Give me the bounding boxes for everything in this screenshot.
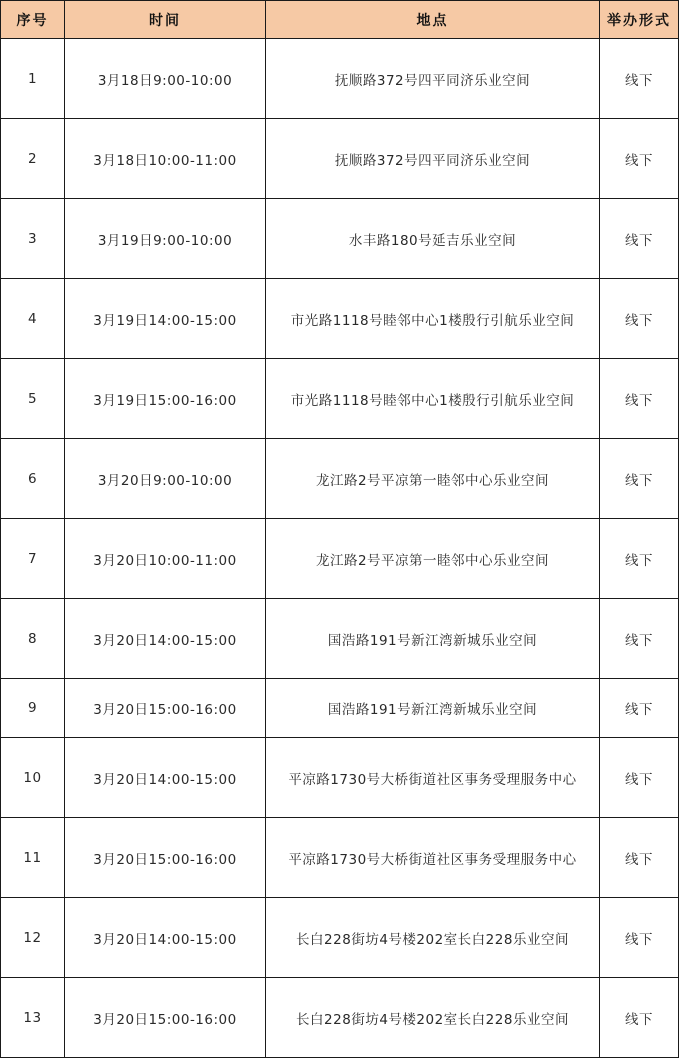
cell-place: 水丰路180号延吉乐业空间 [266,199,600,279]
header-no: 序号 [1,1,65,39]
cell-place: 市光路1118号睦邻中心1楼殷行引航乐业空间 [266,359,600,439]
cell-mode: 线下 [600,39,679,119]
table-body [1,39,679,1058]
cell-time: 3月20日10:00-11:00 [65,519,266,599]
table-row [1,599,679,679]
cell-no: 5 [1,359,65,439]
cell-place: 平凉路1730号大桥街道社区事务受理服务中心 [266,738,600,818]
cell-time: 3月20日14:00-15:00 [65,599,266,679]
table-row [1,738,679,818]
cell-no: 12 [1,898,65,978]
cell-no: 7 [1,519,65,599]
cell-mode: 线下 [600,679,679,738]
cell-time: 3月20日15:00-16:00 [65,978,266,1058]
cell-mode: 线下 [600,738,679,818]
table-row [1,199,679,279]
table-row [1,679,679,738]
cell-time: 3月20日15:00-16:00 [65,679,266,738]
table-row [1,39,679,119]
header-place: 地点 [266,1,600,39]
cell-time: 3月20日14:00-15:00 [65,898,266,978]
cell-place: 国浩路191号新江湾新城乐业空间 [266,599,600,679]
cell-no: 2 [1,119,65,199]
cell-place: 平凉路1730号大桥街道社区事务受理服务中心 [266,818,600,898]
table-row [1,119,679,199]
cell-time: 3月18日10:00-11:00 [65,119,266,199]
cell-mode: 线下 [600,199,679,279]
cell-mode: 线下 [600,119,679,199]
cell-time: 3月20日9:00-10:00 [65,439,266,519]
cell-mode: 线下 [600,519,679,599]
cell-place: 龙江路2号平凉第一睦邻中心乐业空间 [266,519,600,599]
cell-no: 6 [1,439,65,519]
cell-time: 3月18日9:00-10:00 [65,39,266,119]
cell-no: 10 [1,738,65,818]
table-row [1,519,679,599]
cell-no: 3 [1,199,65,279]
cell-mode: 线下 [600,818,679,898]
header-mode: 举办形式 [600,1,679,39]
table-row [1,439,679,519]
table-row [1,818,679,898]
cell-no: 1 [1,39,65,119]
cell-mode: 线下 [600,978,679,1058]
cell-time: 3月19日14:00-15:00 [65,279,266,359]
table-row [1,359,679,439]
header-row [1,1,679,39]
cell-mode: 线下 [600,279,679,359]
cell-place: 龙江路2号平凉第一睦邻中心乐业空间 [266,439,600,519]
table-row [1,978,679,1058]
cell-no: 9 [1,679,65,738]
cell-mode: 线下 [600,359,679,439]
cell-no: 13 [1,978,65,1058]
cell-no: 4 [1,279,65,359]
cell-place: 国浩路191号新江湾新城乐业空间 [266,679,600,738]
cell-time: 3月19日9:00-10:00 [65,199,266,279]
cell-place: 市光路1118号睦邻中心1楼殷行引航乐业空间 [266,279,600,359]
cell-no: 11 [1,818,65,898]
cell-place: 长白228街坊4号楼202室长白228乐业空间 [266,978,600,1058]
cell-no: 8 [1,599,65,679]
table-row [1,279,679,359]
cell-mode: 线下 [600,599,679,679]
cell-place: 长白228街坊4号楼202室长白228乐业空间 [266,898,600,978]
cell-mode: 线下 [600,898,679,978]
table-row [1,898,679,978]
cell-place: 抚顺路372号四平同济乐业空间 [266,39,600,119]
cell-place: 抚顺路372号四平同济乐业空间 [266,119,600,199]
header-time: 时间 [65,1,266,39]
table-header [1,1,679,39]
cell-mode: 线下 [600,439,679,519]
cell-time: 3月20日15:00-16:00 [65,818,266,898]
cell-time: 3月20日14:00-15:00 [65,738,266,818]
cell-time: 3月19日15:00-16:00 [65,359,266,439]
